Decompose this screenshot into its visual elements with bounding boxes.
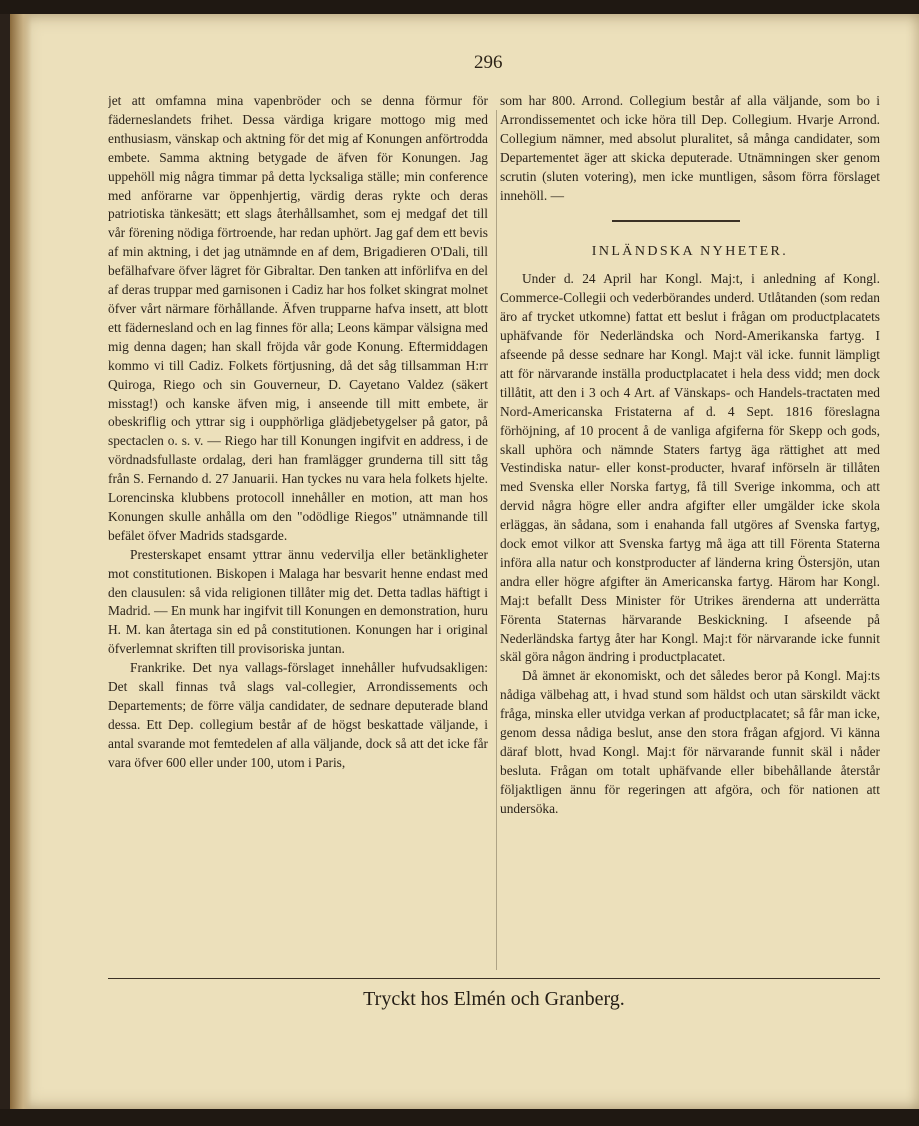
left-paragraph-2: Presterskapet ensamt yttrar ännu vedervilja eller betänkligheter mot constitutionen. Biskopen i Malaga har besvarit henne endast med den clausulen: så vida religionen tillåter mig det. Detta tadlas häftigt i Madrid. — En munk har ingifvit till Konungen en demonstration, huru H. M. kan återtaga sin ed på constitutionen. Konungen har i original öfverlemnat skriften till provisoriska juntan.: [108, 546, 488, 657]
column-divider: [496, 110, 497, 970]
left-paragraph-1: jet att omfamna mina vapenbröder och se denna förmur för fäderneslandets frihet. Dessa värdiga krigare mottogo mig med enthusiasm, vänskap och aktning för det mig af Konungen anförtrodda embete. Samma aktning betygade de äfven för Konungen. Jag uppehöll mig några timmar på detta lycksaliga ställe; min conference med anförarne var öppenhjertig, värdig deras rykte och deras patriotiska tänkesätt; ett slags återhållsamhet, som ej medgaf det till vår förening nödiga förtroende, har redan uphört. Jag gaf dem ett bevis af min aktning, i det jag utnämnde en af dem, Brigadieren O'Dali, till befälhafvare öfver lägret för Gibraltar. Den tanken att införlifva en del af deras truppar med garnisonen i Cadiz har hos folket skingrat molnet öfver vårt närmare förhållande. Äfven trupparne hafva insett, att blott ett fädernesland och en lag finnes för alla; Leons kämpar välsigna med mig denna dagen; han skall fröjda vår gode Konung. Eftermiddagen kommo vi till Cadiz. Folkets förtjusning, då det såg tillsamman H:rr Quiroga, Riego och sin Gouverneur, D. Cayetano Valdez (säkert misstag!) och kanske äfven mig, i anseende till mitt embete, är obeskriflig och yttrar sig i oupphörliga glädjebetygelser på gator, på spectaclen o. s. v. — Riego har till Konungen ingifvit en address, i de vördnadsfullaste ordalag, deri han framlägger grunderna till sitt tåg från S. Fernando d. 27 Januarii. Han tyckes nu vara hela folkets hjelte. Lorencinska klubbens protocoll innehåller en motion, att man hos Konungen skulle anhålla om den "odödlige Riegos" utnämnande till befälet öfver Madrids stadsgarde.: [108, 93, 488, 543]
printer-imprint: Tryckt hos Elmén och Granberg.: [363, 988, 625, 1010]
right-paragraph-2: Då ämnet är ekonomiskt, och det således beror på Kongl. Maj:ts nådiga välbehag att, i hvad stund som häldst och utan särskildt väckt fråga, minska eller utvidga verkan af productplacatet; så får man icke, genom dessa nådiga beslut, anse den stora frågan afgjord. Vi känna däraf blott, hvad Kongl. Maj:t för närvarande funnit skäl i nåder besluta. Frågan om totalt uphäfvande eller bibehållande återstår följaktligen ännu för regeringen att afgöra, och för nationen att undersöka.: [500, 668, 880, 816]
left-paragraph-3: Frankrike. Det nya vallags-förslaget innehåller hufvudsakligen: Det skall finnas två slags val-collegier, Arrondissements och Departements; de förre välja candidater, de sednare deputerade bland dessa. Ett Dep. collegium består af de högst beskattade väljande, i antal svarande mot femtedelen af alla väljande, dock så att det icke får vara öfver 600 eller under 100, utom i Paris,: [108, 660, 488, 770]
scan-bottom-border: [0, 1109, 919, 1126]
right-continuation: som har 800. Arrond. Collegium består af alla väljande, som bo i Arrondissementet och icke höra till Dep. Collegium. Hvarje Arrond. Collegium nämner, med absolut pluralitet, så många candidater, som Departementet äger att skicka deputerade. Utnämningen sker genom scrutin (sluten votering), men icke muntligen, såsom förra förslaget innehöll. —: [500, 93, 880, 203]
section-separator-rule: [612, 220, 740, 222]
right-paragraph-1: Under d. 24 April har Kongl. Maj:t, i anledning af Kongl. Commerce-Collegii och vederbörandes underd. Utlåtanden (som redan äro af trycket utkomne) fattat ett beslut i frågan om productplacatets uphäfvande för Nederländska och Nord-Amerikanska fartyg. I afseende på desse sednare har Kongl. Maj:t väl icke. funnit lämpligt att för närvarande inställa productplacatet i hela dess vidd; men dock tillåtit, att den i 3 och 4 Art. af Vänskaps- och Handels-tractaten med Nord-Americanska Fristaterna af d. 4 Sept. 1816 föreslagna förhöjning, af 10 procent å de vanliga afgiferna för Skepp och gods, skall uphöra och nämnde Staters fartyg äga rättighet att med Vestindiska natur- eller konst-producter, hvaraf införseln är tillåten med Svenska eller Norska fartyg, få till Sverige inkomma, och att dervid några högre eller andra afgifter eller umgälder icke skola erläggas, än sådana, som i enahanda fall utgöres af Svenska fartyg, dock emot vilkor att Svenska fartyg må äga att till Förenta Staterna införa alla natur och konstproducter af länderna kring Östersjön, utan andra eller högre afgifter än Americanska fartyg. Härom har Kongl. Maj:t befallt Dess Minister för Utrikes ärenderna att underrätta Förenta Staternas härvarande Beskickning. I afseende på Nederländska fartyg åter har Kongl. Maj:t för närvarande icke funnit skäl göra någon ändring i productplacatet.: [500, 271, 880, 665]
section-heading: INLÄNDSKA NYHETER.: [591, 244, 789, 260]
left-column: [108, 92, 488, 992]
footer-rule: [108, 978, 880, 979]
page-spine-shadow: [10, 14, 32, 1109]
right-column: [500, 92, 880, 992]
scan-top-border: [0, 0, 919, 14]
page-number: 296: [474, 52, 503, 73]
